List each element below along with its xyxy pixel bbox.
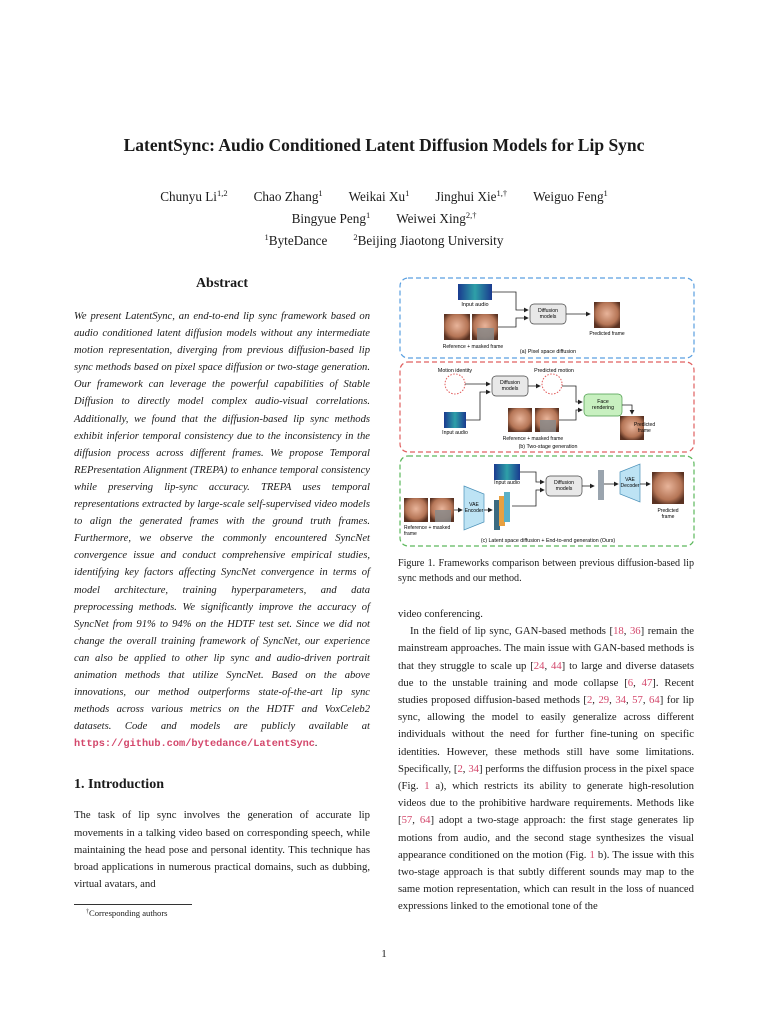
label-predicted-frame-c: Predicted frame [657, 508, 679, 520]
caption-c: (c) Latent space diffusion + End-to-end generation (Ours) [480, 538, 616, 544]
figure-diagram [398, 276, 698, 548]
text-run: , [462, 762, 469, 775]
citation-link[interactable]: 34 [615, 694, 626, 707]
arrow [466, 392, 490, 420]
text-run: In the field of lip sync, GAN-based methods [ [410, 625, 614, 638]
label-diffusion: Diffusion models [537, 308, 559, 320]
text-run: , [609, 694, 616, 707]
text-run: , [592, 694, 599, 707]
arrow [622, 405, 632, 414]
label-motion-identity: Motion identity [437, 368, 473, 374]
text-run: , [544, 659, 551, 672]
text-run: ] for lip sync, allowing the model to easily generalize across different individuals without the need for further fine-tuning on specific identities. However, these methods still have some limitations. Specifically, [ [398, 694, 695, 775]
label-diffusion: Diffusion models [553, 480, 575, 492]
page-number: 1 [381, 948, 387, 960]
audio-spectrogram-icon [444, 412, 466, 428]
label-predicted-motion: Predicted motion [534, 368, 574, 374]
reference-face-image [444, 314, 470, 340]
arrow [492, 292, 528, 310]
text-run: ] adopt a two-stage approach: the first stage generates lip motions from audio, and the second stage synthesizes the visual appearance conditioned on the motion (Fig. [398, 814, 694, 861]
citation-link[interactable]: 44 [550, 659, 562, 672]
text-run: , [623, 625, 630, 638]
text-run: ] performs the diffusion process in the pixel space (Fig. [398, 762, 694, 793]
citation-link[interactable]: 2 [457, 762, 463, 775]
citation-link[interactable]: 24 [533, 659, 545, 672]
code-link[interactable]: https://github.com/bytedance/LatentSync [74, 738, 315, 751]
citation-link[interactable]: 29 [598, 694, 610, 707]
predicted-face-image [652, 472, 684, 504]
latent-block [504, 492, 510, 522]
label-vae-decoder: VAE Decoder [620, 477, 640, 489]
text-run: ]. Recent studies proposed diffusion-based methods [ [398, 676, 694, 707]
label-input-audio-c: Input audio [494, 480, 520, 486]
figure-1 [398, 276, 698, 548]
author-name: Jinghui Xie$^{1,\dagger}$ [435, 188, 508, 204]
label-ref-masked-b: Reference + masked frame [502, 436, 564, 442]
abstract-body [74, 308, 370, 753]
citation-link[interactable]: 6 [627, 676, 634, 689]
citation-link[interactable]: 57 [632, 694, 643, 707]
author-name: Weiguo Feng$^1$ [533, 188, 608, 204]
label-face-rendering: Face rendering [592, 399, 614, 411]
footnote-mark: † [86, 909, 89, 915]
text-run: ] to large and diverse datasets due to the unstable training and mode collapse [ [398, 659, 695, 689]
latent-block [598, 470, 604, 500]
text-run: , [642, 694, 650, 707]
right-column [398, 606, 694, 916]
citation-link[interactable]: 36 [629, 625, 641, 638]
reference-face-image [404, 498, 428, 522]
affiliation-row [0, 228, 768, 250]
author-name: Chao Zhang$^1$ [253, 188, 323, 204]
mask-overlay [540, 420, 556, 432]
citation-link[interactable]: 57 [401, 814, 413, 827]
right-paragraph-1: video conferencing. [398, 608, 483, 620]
abstract-text: We present LatentSync, an end-to-end lip sync framework based on audio conditioned latent diffusion models without any intermediate motion representation, diverging from previous diffusion-based lip sync methods based on pixel space diffusion or two-stage generation. Our framework can leverage the powerful capabilities of Stable Diffusion to directly model complex audio-visual correlations. Additionally, we found that the diffusion-based lip sync methods exhibit inferior temporal consistency due to the inconsistency in the diffusion process across different frames. We propose Temporal REPresentation Alignment (TREPA) to enhance temporal consistency while preserving lip-sync accuracy. TREPA uses temporal representations extracted by large-scale self-supervised video models to align the generated frames with the ground truth frames. Furthermore, we observe the commonly encountered SyncNet convergence issue and conduct comprehensive empirical studies, identifying key factors affecting SyncNet convergence in terms of model architecture, training hyperparameters, and data preprocessing methods. We significantly improve the accuracy of SyncNet from 91% to 94% on the HDTF test set. Since we did not change the overall training framework of SyncNet, our experience can also be applied to other lip sync and audio-driven portrait animation methods that utilize SyncNet. Based on the above innovations, our method outperforms state-of-the-art lip sync methods across various metrics on the HDTF and VoxCeleb2 datasets. Code and models are publicly available at [74, 311, 370, 733]
text-run: , [626, 694, 633, 707]
author-name: Chunyu Li$^{1,2}$ [160, 188, 228, 204]
author-name: Weiwei Xing$^{2,\dagger}$ [396, 210, 477, 226]
arrow [559, 410, 582, 420]
text-run: , [412, 814, 420, 827]
citation-link[interactable]: 47 [641, 676, 653, 689]
author-name: Bingyue Peng$^1$ [291, 210, 371, 226]
footnote-text: Corresponding authors [89, 908, 168, 918]
caption-a: (a) Pixel space diffusion [519, 349, 577, 355]
figure-caption: Figure 1. Frameworks comparison between previous diffusion-based lip sync methods and our method. [398, 558, 694, 585]
label-vae-encoder: VAE Encoder [464, 502, 484, 514]
intro-heading: 1. Introduction [74, 777, 164, 793]
affiliation: $^1$ByteDance [264, 232, 328, 248]
citation-link[interactable]: 1 [424, 780, 430, 793]
abstract-heading: Abstract [195, 276, 249, 291]
paper-title: LatentSync: Audio Conditioned Latent Diffusion Models for Lip Sync [123, 135, 645, 155]
footnote [86, 908, 168, 918]
reference-face-image [508, 408, 532, 432]
label-predicted-frame: Predicted frame [589, 331, 625, 337]
arrow [520, 472, 544, 482]
left-column [74, 276, 370, 893]
citation-link[interactable]: 1 [589, 848, 595, 861]
predicted-motion-icon [542, 374, 562, 394]
intro-paragraph: The task of lip sync involves the generation of accurate lip movements in a talking video based on corresponding speech, while maintaining the head pose and personal identity. This technique has broad applications in numerous practical domains, such as dubbing, virtual avatars, and [74, 809, 370, 891]
citation-link[interactable]: 18 [613, 625, 624, 638]
label-input-audio-b: Input audio [442, 430, 468, 436]
label-diffusion: Diffusion models [499, 380, 521, 392]
label-ref-masked: Reference + masked frame [442, 344, 504, 350]
label-predicted-frame-b: Predicted frame [634, 422, 656, 434]
author-row [0, 206, 768, 228]
author-row [0, 184, 768, 206]
label-ref-masked-c: Reference + masked frame [404, 525, 451, 537]
label-input-audio: Input audio [461, 302, 489, 308]
text-run: ] remain the mainstream approaches. The main issue with GAN-based methods is that they struggle to scale up [ [398, 625, 694, 672]
affiliation: $^2$Beijing Jiaotong University [353, 232, 504, 248]
citation-link[interactable]: 34 [468, 762, 479, 775]
arrow [512, 490, 544, 506]
predicted-face-image [594, 302, 620, 328]
arrow [562, 386, 582, 402]
citation-link[interactable]: 64 [649, 694, 660, 707]
text-run: a), which restricts its ability to generate high-resolution videos due to the prohibitive hardware requirements. Methods like [ [398, 780, 694, 827]
citation-link[interactable]: 2 [586, 694, 593, 707]
audio-spectrogram-icon [458, 284, 492, 300]
citation-link[interactable]: 64 [419, 814, 431, 827]
caption-b: (b) Two-stage generation [518, 444, 578, 450]
mask-overlay [435, 510, 451, 522]
text-run: b). The issue with this two-stage approach is that subtly different sounds may map to the same motion representation, which can result in the loss of nuanced expressions linked to the emotional tone of the [398, 848, 694, 913]
audio-spectrogram-icon [494, 464, 520, 480]
text-run: , [633, 676, 642, 689]
arrow [498, 318, 528, 327]
motion-identity-icon [445, 374, 465, 394]
right-paragraph-2 [398, 623, 694, 915]
footnote-rule [74, 904, 192, 905]
author-name: Weikai Xu$^1$ [348, 188, 410, 204]
mask-overlay [477, 328, 494, 340]
author-block [0, 184, 768, 250]
abstract-end: . [315, 738, 318, 750]
